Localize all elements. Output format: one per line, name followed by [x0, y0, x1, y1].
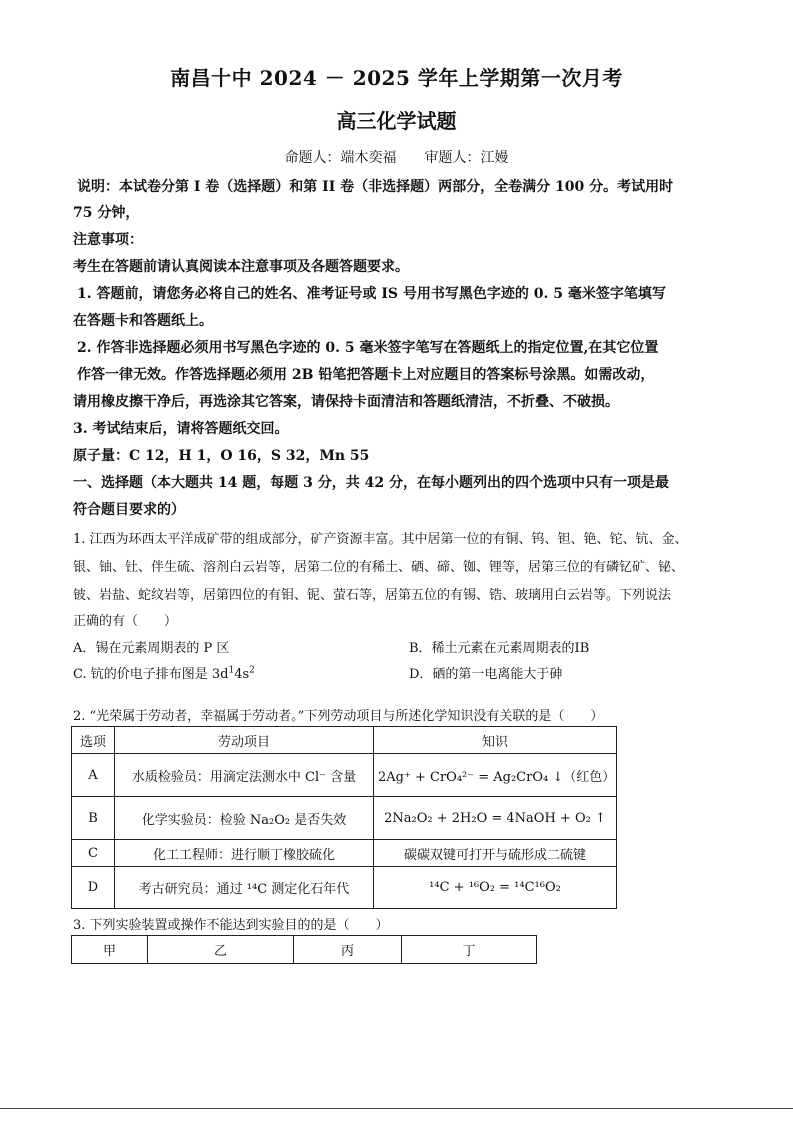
q3-table	[71, 935, 537, 964]
q3-stem: 3. 下列实验装置或操作不能达到实验目的的是（ ）	[73, 918, 389, 933]
q2-row-c-project: 化工工程师：进行顺丁橡胶硫化	[115, 840, 374, 867]
notice-title: 注意事项：	[73, 232, 143, 248]
q2-row-a-project: 水质检验员：用滴定法测水中 Cl⁻ 含量	[115, 754, 374, 797]
notice-3: 3. 考试结束后，请将答题纸交回。	[73, 421, 289, 437]
q2-stem: 2. “光荣属于劳动者，幸福属于劳动者。”下列劳动项目与所述化学知识没有关联的是（ ）	[73, 709, 604, 724]
notice-1-line-2: 在答题卡和答题纸上。	[73, 313, 213, 329]
notice-lead: 考生在答题前请认真阅读本注意事项及各题答题要求。	[73, 259, 409, 275]
q2-row-b-project: 化学实验员：检验 Na₂O₂ 是否失效	[115, 797, 374, 840]
table-row	[72, 754, 617, 797]
table-row	[72, 797, 617, 840]
q2-table-header	[72, 727, 617, 754]
section-1-heading-cont: 符合题目要求的）	[73, 502, 185, 518]
q2-row-d-option: D	[72, 867, 115, 909]
atomic-mass: 原子量：C 12，H 1，O 16，S 32，Mn 55	[73, 448, 370, 464]
q1-stem-line-3: 铍、岩盐、蛇纹岩等，居第四位的有钼、铌、萤石等，居第五位的有锡、锆、玻璃用白云岩等。下列说法	[73, 588, 672, 603]
description-line-1: 说明：本试卷分第 I 卷（选择题）和第 II 卷（非选择题）两部分，全卷满分 100 分。考试用时	[77, 179, 674, 195]
author: 命题人：端木奕福	[284, 150, 397, 166]
q2-table	[71, 726, 617, 909]
table-row	[72, 867, 617, 909]
q2-header-project: 劳动项目	[115, 727, 374, 754]
q1-option-c	[73, 663, 255, 682]
q3-header-bing: 丙	[294, 936, 402, 964]
q2-row-d-project: 考古研究员：通过 ¹⁴C 测定化石年代	[115, 867, 374, 909]
q3-header-yi: 乙	[148, 936, 294, 964]
q1-stem-line-4: 正确的有（ ）	[73, 614, 178, 629]
q1-option-d: D．硒的第一电离能大于砷	[409, 667, 563, 682]
q2-row-c-option: C	[72, 840, 115, 867]
q2-row-b-option: B	[72, 797, 115, 840]
q2-row-b-knowledge: 2Na₂O₂ + 2H₂O = 4NaOH + O₂ ↑	[374, 797, 617, 840]
q3-header-jia: 甲	[72, 936, 148, 964]
q1-stem-line-1: 1. 江西为环西太平洋成矿带的组成部分，矿产资源丰富。其中居第一位的有铜、钨、钽、铯、铊、钪、金、	[73, 532, 688, 547]
exam-subtitle: 高三化学试题	[336, 109, 457, 133]
q1-option-c-formula: $3d^14s^2$	[211, 665, 255, 682]
notice-2-line-3: 请用橡皮擦干净后，再选涂其它答案，请保持卡面清洁和答题纸清洁，不折叠、不破损。	[73, 394, 619, 410]
notice-1-line-1: 1. 答题前，请您务必将自己的姓名、准考证号或 IS 号用书写黑色字迹的 0. 5 毫米签字笔填写	[77, 286, 666, 302]
q2-row-a-knowledge: 2Ag⁺ + CrO₄²⁻ = Ag₂CrO₄ ↓（红色）	[374, 754, 617, 797]
q2-row-c-knowledge: 碳碳双键可打开与硫形成二硫键	[374, 840, 617, 867]
q1-option-a: A．锡在元素周期表的 P 区	[73, 641, 230, 656]
authors-line	[0, 147, 793, 167]
q3-table-header	[72, 936, 537, 964]
q3-header-ding: 丁	[402, 936, 537, 964]
section-1-heading: 一、选择题（本大题共 14 题，每题 3 分，共 42 分，在每小题列出的四个选项中只有一项是最	[73, 475, 669, 491]
q2-header-option: 选项	[72, 727, 115, 754]
reviewer: 审题人：江嫚	[424, 150, 509, 166]
q2-row-d-knowledge: ¹⁴C + ¹⁶O₂ = ¹⁴C¹⁶O₂	[374, 867, 617, 909]
table-row	[72, 840, 617, 867]
q1-stem-line-2: 银、铀、钍、伴生硫、溶剂白云岩等，居第二位的有稀土、硒、碲、铷、锂等，居第三位的有磷钇矿、铋、	[73, 560, 685, 575]
notice-2-line-1: 2. 作答非选择题必须用书写黑色字迹的 0. 5 毫米签字笔写在答题纸上的指定位置,在其它位置	[77, 340, 659, 356]
q2-header-knowledge: 知识	[374, 727, 617, 754]
description-line-2: 75 分钟，	[73, 205, 140, 221]
q1-option-b: B．稀土元素在元素周期表的ⅠB	[409, 641, 590, 656]
page-bottom-divider	[0, 1108, 793, 1109]
exam-title: 南昌十中 2024 － 2025 学年上学期第一次月考	[170, 66, 623, 90]
q2-row-a-option: A	[72, 754, 115, 797]
q1-option-c-text: C. 钪的价电子排布图是	[73, 667, 208, 682]
notice-2-line-2: 作答一律无效。作答选择题必须用 2B 铅笔把答题卡上对应题目的答案标号涂黑。如需改动，	[77, 367, 655, 383]
